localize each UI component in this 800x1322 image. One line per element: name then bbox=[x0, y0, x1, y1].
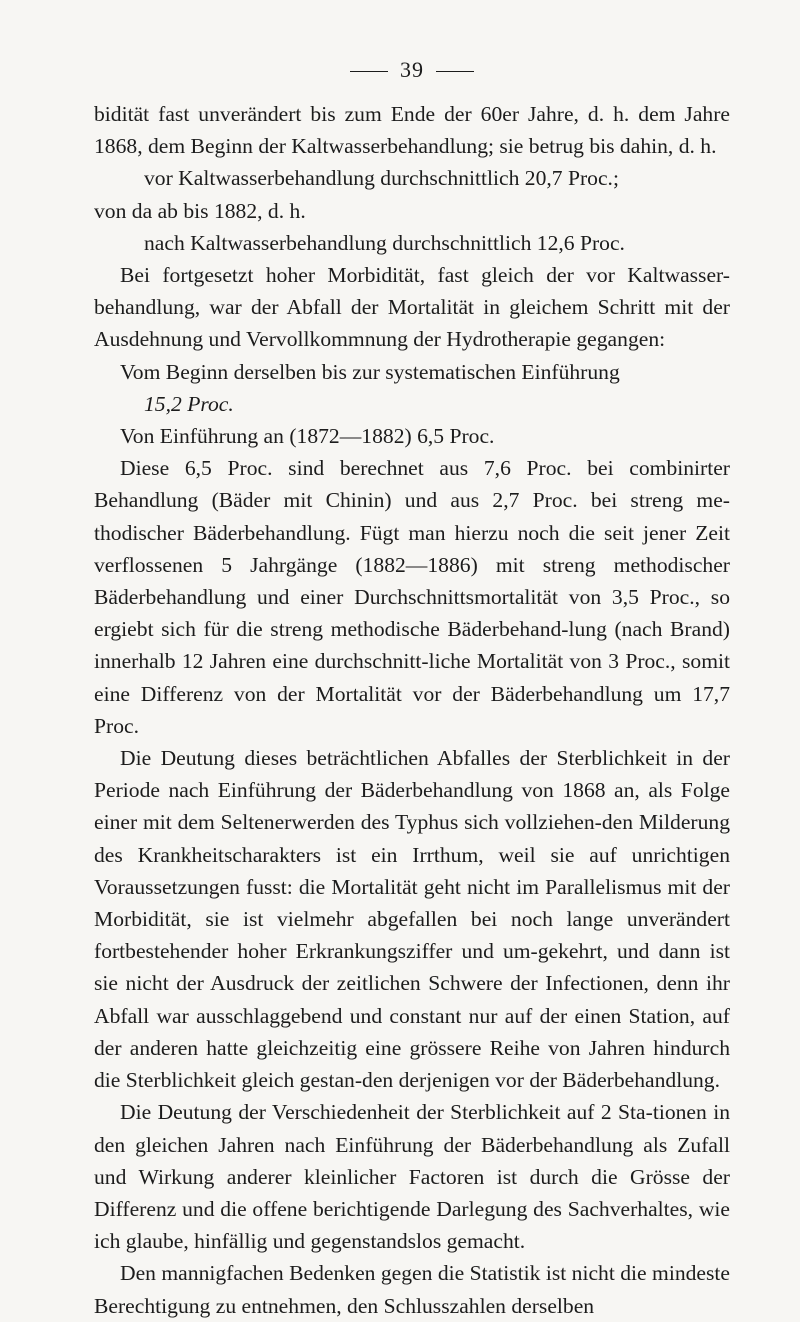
paragraph-4: nach Kaltwasserbehandlung durchschnittlich 12,6 Proc. bbox=[144, 230, 625, 255]
paragraph-2: vor Kaltwasserbehandlung durchschnittlich 20,7 Proc.; bbox=[144, 166, 619, 191]
paragraph-6: Vom Beginn derselben bis zur systematischen Einführung bbox=[120, 359, 620, 384]
paragraph-7: 15,2 Proc. bbox=[144, 391, 234, 416]
paragraph-9: Diese 6,5 Proc. sind berechnet aus 7,6 Proc. bei combinirter Behandlung (Bäder mit Chinin) und aus 2,7 Proc. bei streng me-thodischer Bäderbehandlung. Fügt man hierzu noch die seit jener Zeit verflossenen 5 Jahrgänge (1882—1886) mit streng methodischer Bäderbehandlung und einer Durchschnittsmortalität von 3,5 Proc., so ergiebt sich für die streng methodische Bäderbehand-lung (nach Brand) innerhalb 12 Jahren eine durchschnitt-liche Mortalität von 3 Proc., somit eine Differenz von der Mortalität vor der Bäderbehandlung um 17,7 Proc. bbox=[94, 456, 730, 738]
text-body bbox=[94, 98, 730, 1322]
paragraph-8: Von Einführung an (1872—1882) 6,5 Proc. bbox=[120, 424, 495, 449]
page-header bbox=[94, 56, 730, 84]
paragraph-11: Die Deutung der Verschiedenheit der Sterblichkeit auf 2 Sta-tionen in den gleichen Jahren nach Einführung der Bäderbehandlung als Zufall und Wirkung anderer kleinlicher Factoren ist durch die Grösse der Differenz und die offene berichtigende Darlegung des Sachverhaltes, wie ich glaube, hinfällig und gegenstandslos gemacht. bbox=[94, 1100, 730, 1254]
paragraph-12: Den mannigfachen Bedenken gegen die Statistik ist nicht die mindeste Berechtigung zu entnehmen, den Schlusszahlen derselben bbox=[94, 1261, 730, 1318]
header-dash-right bbox=[436, 71, 474, 72]
paragraph-10: Die Deutung dieses beträchtlichen Abfalles der Sterblichkeit in der Periode nach Einführung der Bäderbehandlung von 1868 an, als Folge einer mit dem Seltenerwerden des Typhus sich vollziehen-den Milderung des Krankheitscharakters ist ein Irrthum, weil sie auf unrichtigen Voraussetzungen fusst: die Mortalität geht nicht im Parallelismus mit der Morbidität, sie ist vielmehr abgefallen bei noch lange unverändert fortbestehender hoher Erkrankungsziffer und um-gekehrt, und dann ist sie nicht der Ausdruck der zeitlichen Schwere der Infectionen, denn ihr Abfall war ausschlaggebend und constant nur auf der einen Station, auf der anderen hatte gleichzeitig eine grössere Reihe von Jahren hindurch die Sterblichkeit gleich gestan-den derjenigen vor der Bäderbehandlung. bbox=[94, 746, 730, 1093]
paragraph-1: bidität fast unverändert bis zum Ende der 60er Jahre, d. h. dem Jahre 1868, dem Beginn der Kaltwasserbehandlung; sie betrug bis dahin, d. h. bbox=[94, 102, 730, 159]
page-number: 39 bbox=[400, 57, 424, 82]
paragraph-5: Bei fortgesetzt hoher Morbidität, fast gleich der vor Kaltwasser-behandlung, war der Abfall der Mortalität in gleichem Schritt mit der Ausdehnung und Vervollkommnung der Hydrotherapie gegangen: bbox=[94, 263, 730, 352]
header-dash-left bbox=[350, 71, 388, 72]
paragraph-3: von da ab bis 1882, d. h. bbox=[94, 198, 306, 223]
